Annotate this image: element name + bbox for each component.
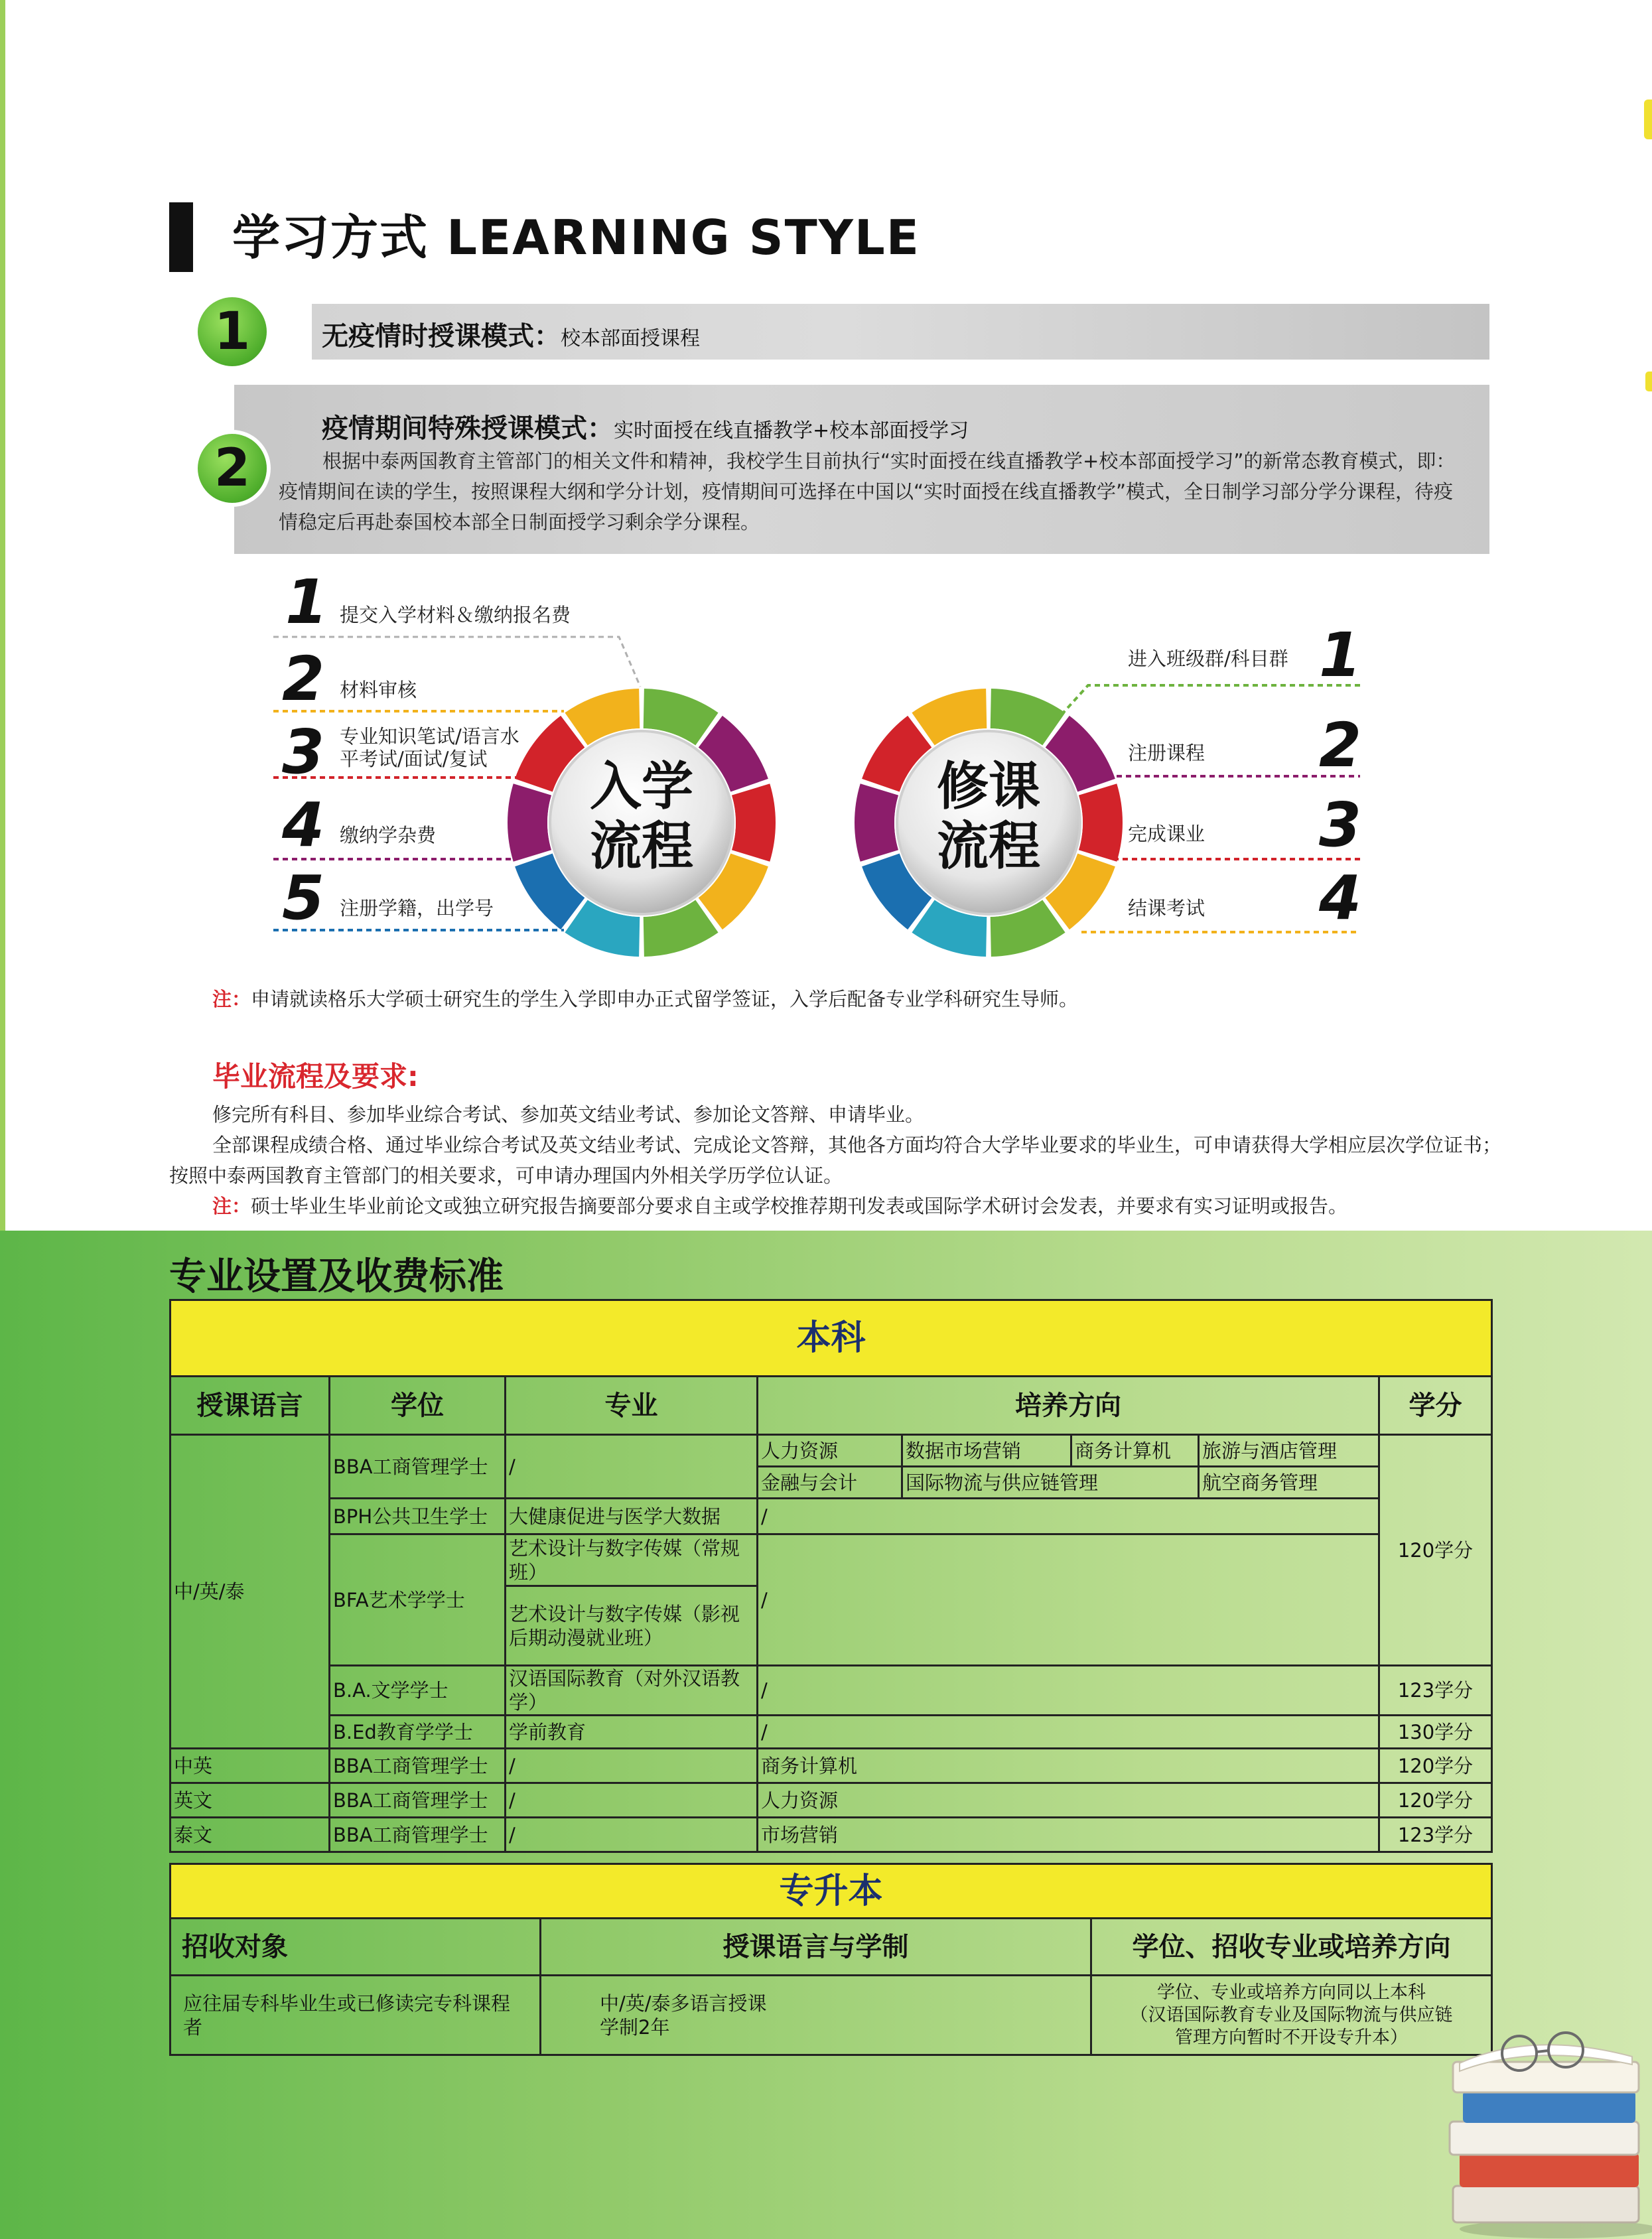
admission-step-3-label-line1: 专业知识笔试/语言水 [340, 725, 519, 748]
undergrad-title: 本科 [171, 1300, 1492, 1377]
credits-cell: 120学分 [1379, 1435, 1492, 1666]
process-diagrams [0, 557, 1652, 969]
admission-wheel-segment [732, 783, 776, 861]
header-direction: 培养方向 [758, 1377, 1379, 1435]
mode-2-title: 疫情期间特殊授课模式： [322, 413, 614, 444]
admission-step-1-label: 提交入学材料＆缴纳报名费 [340, 604, 571, 626]
admission-step-3-number: 3 [282, 716, 325, 787]
degree-cell: BBA工商管理学士 [330, 1818, 506, 1852]
header-language-duration: 授课语言与学制 [541, 1919, 1091, 1976]
admission-step-2-number: 2 [282, 644, 325, 714]
degree-cell: BBA工商管理学士 [330, 1435, 506, 1499]
course-step-2-number: 2 [1319, 710, 1362, 781]
degree-cell: BPH公共卫生学士 [330, 1499, 506, 1534]
credits-cell: 123学分 [1379, 1666, 1492, 1716]
major-cell: 艺术设计与数字传媒（影视后期动漫就业班） [506, 1586, 758, 1666]
header-language: 授课语言 [171, 1377, 330, 1435]
mode-2-number: 2 [198, 434, 267, 503]
direction-cell: 人力资源 [758, 1783, 1379, 1818]
degree-major-cell [1091, 1976, 1492, 2055]
edge-decoration [1644, 100, 1652, 139]
admission-step-5-number: 5 [282, 862, 325, 933]
upgrade-duration: 学制2年 [600, 2015, 670, 2039]
direction-cell: 商务计算机 [758, 1749, 1379, 1783]
mode-1-text: 校本部面授课程 [561, 327, 700, 350]
degree-cell: B.Ed教育学学士 [330, 1716, 506, 1749]
mode-1-heading [322, 315, 700, 353]
mode-2-description: 根据中泰两国教育主管部门的相关文件和精神，我校学生目前执行“实时面授在线直播教学+校本部面授学习”的新常态教育模式，即：疫情期间在读的学生，按照课程大纲和学分计划，疫情期间可选择在中国以“实时面授在线直播教学”模式，全日制学习部分学分课程，待疫情稳定后再赴泰国校本部全日制面授学习剩余学分课程。 [279, 450, 1456, 533]
table-row [171, 1783, 1492, 1818]
graduation-title: 毕业流程及要求: [212, 1060, 419, 1093]
edge-decoration [1645, 372, 1652, 391]
undergrad-table [169, 1299, 1493, 1853]
credits-cell: 123学分 [1379, 1818, 1492, 1852]
degree-cell: B.A.文学学士 [330, 1666, 506, 1716]
header-target: 招收对象 [171, 1919, 541, 1976]
lang-cell: 中英 [171, 1749, 330, 1783]
admission-step-3-label [340, 725, 519, 770]
major-cell: 学前教育 [506, 1716, 758, 1749]
graduation-line-3: 按照中泰两国教育主管部门的相关要求，可申请办理国内外相关学历学位认证。 [169, 1164, 843, 1187]
note-label: 注： [212, 988, 251, 1010]
upgrade-degree-line-3: 管理方向暂时不开设专升本） [1175, 2027, 1408, 2048]
course-step-1-line [1063, 685, 1360, 713]
direction-cell: 商务计算机 [1071, 1435, 1199, 1467]
admission-center-bottom: 流程 [589, 817, 694, 876]
direction-cell: / [758, 1716, 1379, 1749]
graduation-note [212, 1191, 1347, 1219]
course-wheel-segment [855, 783, 898, 861]
credits-cell: 120学分 [1379, 1749, 1492, 1783]
direction-cell: 人力资源 [758, 1435, 902, 1467]
degree-cell: BFA艺术学学士 [330, 1534, 506, 1666]
course-step-3-number: 3 [1319, 789, 1362, 860]
admission-wheel-segment [508, 783, 551, 861]
graduation-line-2: 全部课程成绩合格、通过毕业综合考试及英文结业考试、完成论文答辩，其他各方面均符合大学毕业要求的毕业生，可申请获得大学相应层次学位证书； [212, 1134, 1502, 1156]
course-center-bottom: 流程 [936, 817, 1041, 876]
lang-cell: 英文 [171, 1783, 330, 1818]
header-credits: 学分 [1379, 1377, 1492, 1435]
target-cell: 应往届专科毕业生或已修读完专科课程者 [171, 1976, 541, 2055]
direction-cell: / [758, 1666, 1379, 1716]
admission-step-3-label-line2: 平考试/面试/复试 [340, 748, 488, 770]
major-cell: / [506, 1435, 758, 1499]
admission-note [212, 984, 1078, 1012]
admission-step-4-label: 缴纳学杂费 [340, 824, 437, 847]
admission-step-4-number: 4 [282, 789, 325, 860]
table-row [171, 1818, 1492, 1852]
direction-cell: 国际物流与供应链管理 [902, 1467, 1199, 1499]
upgrade-title: 专升本 [171, 1864, 1492, 1919]
major-cell: 汉语国际教育（对外汉语教学） [506, 1666, 758, 1716]
upgrade-degree-line-1: 学位、专业或培养方向同以上本科 [1157, 1982, 1426, 2003]
admission-step-2-label: 材料审核 [340, 679, 417, 701]
header-degree: 学位 [330, 1377, 506, 1435]
admission-center-top: 入学 [589, 757, 694, 817]
mode-1-title: 无疫情时授课模式： [322, 321, 561, 352]
mode-2-heading [322, 407, 969, 445]
admission-step-1-line [273, 637, 640, 687]
page-title: 学习方式 LEARNING STYLE [232, 210, 920, 265]
graduation-note-text: 硕士毕业生毕业前论文或独立研究报告摘要部分要求自主或学校推荐期刊发表或国际学术研讨会发表，并要求有实习证明或报告。 [251, 1195, 1348, 1217]
upgrade-degree-line-2: （汉语国际教育专业及国际物流与供应链 [1130, 2004, 1453, 2025]
course-step-2-label: 注册课程 [1128, 742, 1205, 764]
course-step-4-number: 4 [1319, 862, 1362, 933]
course-center-top: 修课 [936, 757, 1041, 817]
direction-cell: 旅游与酒店管理 [1199, 1435, 1379, 1467]
major-cell: / [506, 1749, 758, 1783]
direction-cell: / [758, 1534, 1379, 1666]
degree-cell: BBA工商管理学士 [330, 1749, 506, 1783]
credits-cell: 130学分 [1379, 1716, 1492, 1749]
mode-2-text: 实时面授在线直播教学+校本部面授学习 [614, 419, 969, 442]
lang-cell: 中/英/泰 [171, 1435, 330, 1749]
course-step-3-label: 完成课业 [1128, 823, 1205, 845]
language-duration-cell [541, 1976, 1091, 2055]
direction-cell: 金融与会计 [758, 1467, 902, 1499]
major-cell: 大健康促进与医学大数据 [506, 1499, 758, 1534]
course-step-4-label: 结课考试 [1128, 897, 1205, 919]
course-step-1-label: 进入班级群/科目群 [1128, 647, 1288, 670]
credits-cell: 120学分 [1379, 1783, 1492, 1818]
graduation-line-1: 修完所有科目、参加毕业综合考试、参加英文结业考试、参加论文答辩、申请毕业。 [212, 1103, 925, 1126]
section-marker [169, 202, 193, 272]
direction-cell: / [758, 1499, 1379, 1534]
course-wheel-segment [1079, 783, 1123, 861]
major-cell: / [506, 1818, 758, 1852]
degree-cell: BBA工商管理学士 [330, 1783, 506, 1818]
direction-cell: 数据市场营销 [902, 1435, 1071, 1467]
course-step-1-number: 1 [1319, 620, 1362, 691]
graduation-note-label: 注： [212, 1195, 251, 1217]
upgrade-language: 中/英/泰多语言授课 [600, 1992, 767, 2015]
books-illustration [1433, 2017, 1652, 2239]
direction-cell: 航空商务管理 [1199, 1467, 1379, 1499]
admission-step-5-label: 注册学籍，出学号 [340, 897, 494, 919]
table-row [171, 1749, 1492, 1783]
fees-title: 专业设置及收费标准 [169, 1255, 504, 1298]
major-cell: / [506, 1783, 758, 1818]
major-cell: 艺术设计与数字传媒（常规班） [506, 1534, 758, 1586]
lang-cell: 泰文 [171, 1818, 330, 1852]
mode-1-number: 1 [198, 297, 267, 366]
note-text: 申请就读格乐大学硕士研究生的学生入学即申办正式留学签证，入学后配备专业学科研究生导师。 [251, 988, 1079, 1010]
header-major: 专业 [506, 1377, 758, 1435]
upgrade-table [169, 1863, 1493, 2056]
header-degree-major: 学位、招收专业或培养方向 [1091, 1919, 1492, 1976]
direction-cell: 市场营销 [758, 1818, 1379, 1852]
admission-step-1-number: 1 [285, 567, 328, 638]
